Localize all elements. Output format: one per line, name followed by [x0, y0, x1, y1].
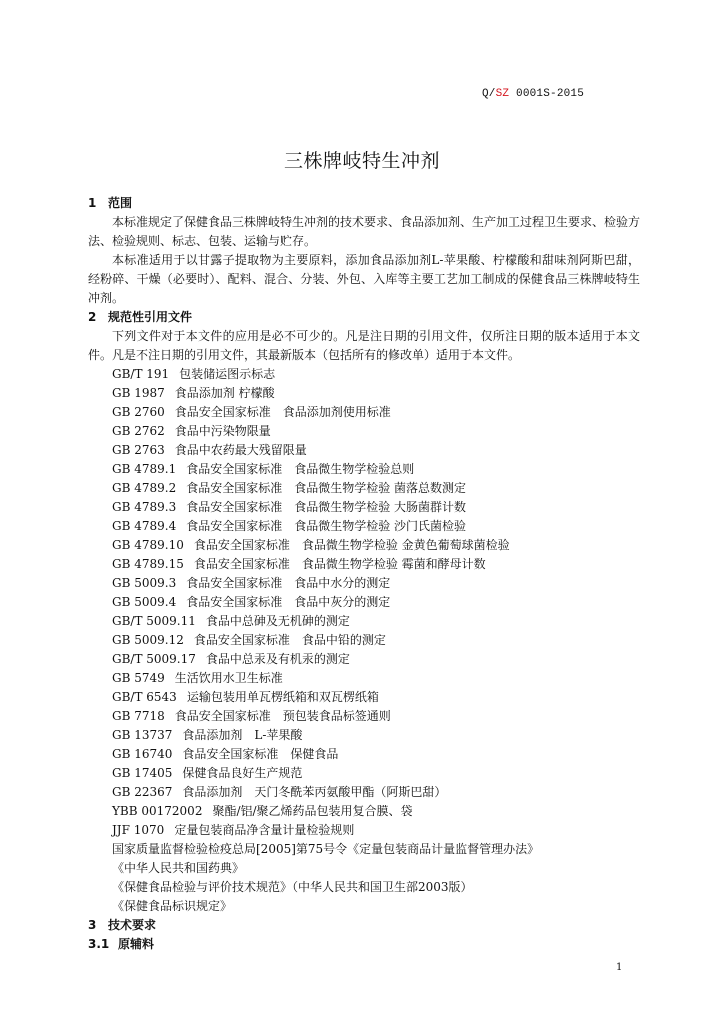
- reference-name: 保健食品良好生产规范: [182, 766, 303, 780]
- reference-code: GB 4789.15: [112, 557, 184, 571]
- reference-item: [88, 764, 640, 783]
- reference-code: GB 17405: [112, 766, 173, 780]
- reference-item: [88, 783, 640, 802]
- reference-item: [88, 517, 640, 536]
- reference-code: GB 2760: [112, 405, 165, 419]
- reference-code: GB 13737: [112, 728, 173, 742]
- reference-name: 食品安全国家标准 食品微生物学检验 金黄色葡萄球菌检验: [193, 538, 510, 552]
- reference-name: 《中华人民共和国药典》: [112, 861, 245, 875]
- reference-code: GB 5749: [112, 671, 165, 685]
- reference-name: 《保健食品标识规定》: [112, 899, 233, 913]
- reference-name: 食品中总砷及无机砷的测定: [205, 614, 350, 628]
- reference-code: GB 5009.4: [112, 595, 177, 609]
- reference-code: GB/T 191: [112, 367, 170, 381]
- reference-item: [88, 422, 640, 441]
- reference-item: [88, 460, 640, 479]
- reference-item: [88, 840, 640, 859]
- standard-code-prefix: Q/: [482, 88, 496, 100]
- reference-item: [88, 384, 640, 403]
- reference-name: 聚酯/铝/聚乙烯药品包装用复合膜、袋: [212, 804, 413, 818]
- scope-paragraph-1: 本标准规定了保健食品三株牌岐特生冲剂的技术要求、食品添加剂、生产加工过程卫生要求、检验方法、检验规则、标志、包装、运输与贮存。: [88, 215, 641, 248]
- reference-name: 包装储运图示标志: [179, 367, 276, 381]
- references-intro-paragraph: 下列文件对于本文件的应用是必不可少的。凡是注日期的引用文件，仅所注日期的版本适用于本文件。凡是不注日期的引用文件，其最新版本（包括所有的修改单）适用于本文件。: [88, 329, 640, 362]
- reference-name: 食品安全国家标准 食品微生物学检验 大肠菌群计数: [186, 500, 467, 514]
- reference-name: 食品中污染物限量: [174, 424, 271, 438]
- section-2-heading: [88, 308, 640, 327]
- reference-item: [88, 498, 640, 517]
- reference-name: 食品安全国家标准 食品中铅的测定: [193, 633, 386, 647]
- reference-name: 国家质量监督检验检疫总局[2005]第75号令《定量包装商品计量监督管理办法》: [112, 842, 540, 856]
- reference-name: 食品安全国家标准 食品添加剂使用标准: [174, 405, 391, 419]
- section-title: 规范性引用文件: [108, 310, 193, 324]
- reference-item: [88, 745, 640, 764]
- section-1-heading: [88, 194, 640, 213]
- reference-code: GB 2763: [112, 443, 165, 457]
- reference-list: [88, 365, 640, 916]
- reference-code: GB/T 6543: [112, 690, 177, 704]
- section-number: 2: [88, 310, 97, 324]
- reference-name: 食品中农药最大残留限量: [174, 443, 307, 457]
- reference-code: GB 4789.3: [112, 500, 177, 514]
- reference-item: [88, 707, 640, 726]
- reference-item: [88, 574, 640, 593]
- reference-code: GB 2762: [112, 424, 165, 438]
- reference-code: GB 1987: [112, 386, 165, 400]
- reference-code: JJF 1070: [112, 823, 165, 837]
- reference-name: 食品安全国家标准 食品中水分的测定: [186, 576, 391, 590]
- subsection-3-1-heading: [88, 935, 640, 954]
- reference-name: 生活饮用水卫生标准: [174, 671, 283, 685]
- reference-item: [88, 365, 640, 384]
- reference-name: 食品添加剂 L-苹果酸: [182, 728, 303, 742]
- reference-name: 食品安全国家标准 食品微生物学检验 沙门氏菌检验: [186, 519, 467, 533]
- section-title: 技术要求: [108, 918, 157, 932]
- reference-item: [88, 403, 640, 422]
- reference-item: [88, 650, 640, 669]
- reference-code: GB 4789.2: [112, 481, 177, 495]
- reference-name: 食品安全国家标准 食品微生物学检验总则: [186, 462, 415, 476]
- reference-item: [88, 859, 640, 878]
- section-number: 3: [88, 918, 97, 932]
- reference-code: GB 4789.10: [112, 538, 184, 552]
- reference-code: GB/T 5009.11: [112, 614, 196, 628]
- section-title: 范围: [108, 196, 133, 210]
- subsection-title: 原辅料: [118, 937, 155, 951]
- scope-paragraph-2: 本标准适用于以甘露子提取物为主要原料，添加食品添加剂L-苹果酸、柠檬酸和甜味剂阿斯巴甜，经粉碎、干燥（必要时）、配料、混合、分装、外包、入库等主要工艺加工制成的保健食品三株牌岐特生冲剂。: [88, 253, 640, 305]
- section-number: 1: [88, 196, 97, 210]
- reference-code: GB 16740: [112, 747, 173, 761]
- reference-code: GB/T 5009.17: [112, 652, 196, 666]
- reference-name: 食品添加剂 天门冬酰苯丙氨酸甲酯（阿斯巴甜）: [182, 785, 447, 799]
- reference-code: GB 22367: [112, 785, 173, 799]
- subsection-number: 3.1: [88, 937, 110, 951]
- reference-item: [88, 536, 640, 555]
- standard-code-org: SZ: [495, 88, 510, 100]
- reference-code: GB 5009.3: [112, 576, 177, 590]
- reference-code: GB 4789.4: [112, 519, 177, 533]
- reference-name: 运输包装用单瓦楞纸箱和双瓦楞纸箱: [186, 690, 379, 704]
- section-3-heading: [88, 916, 640, 935]
- reference-name: 食品中总汞及有机汞的测定: [205, 652, 350, 666]
- reference-name: 食品安全国家标准 预包装食品标签通则: [174, 709, 391, 723]
- reference-item: [88, 726, 640, 745]
- standard-code: [482, 88, 584, 100]
- document-title: 三株牌岐特生冲剂: [283, 150, 440, 172]
- reference-item: [88, 631, 640, 650]
- reference-item: [88, 878, 640, 897]
- reference-name: 食品安全国家标准 食品微生物学检验 霉菌和酵母计数: [193, 557, 486, 571]
- reference-item: [88, 821, 640, 840]
- reference-code: GB 5009.12: [112, 633, 184, 647]
- reference-code: GB 7718: [112, 709, 165, 723]
- reference-code: YBB 00172002: [112, 804, 203, 818]
- reference-name: 《保健食品检验与评价技术规范》（中华人民共和国卫生部2003版）: [112, 880, 473, 894]
- reference-item: [88, 593, 640, 612]
- reference-item: [88, 802, 640, 821]
- reference-item: [88, 479, 640, 498]
- standard-code-number: 0001S-2015: [509, 88, 585, 100]
- reference-item: [88, 612, 640, 631]
- reference-name: 食品安全国家标准 保健食品: [182, 747, 339, 761]
- reference-item: [88, 669, 640, 688]
- reference-item: [88, 897, 640, 916]
- document-body: [88, 194, 640, 954]
- reference-item: [88, 441, 640, 460]
- reference-name: 食品安全国家标准 食品中灰分的测定: [186, 595, 391, 609]
- reference-name: 食品安全国家标准 食品微生物学检验 菌落总数测定: [186, 481, 467, 495]
- reference-item: [88, 688, 640, 707]
- reference-item: [88, 555, 640, 574]
- reference-name: 定量包装商品净含量计量检验规则: [174, 823, 355, 837]
- reference-name: 食品添加剂 柠檬酸: [174, 386, 275, 400]
- reference-code: GB 4789.1: [112, 462, 177, 476]
- page-number: 1: [616, 962, 623, 973]
